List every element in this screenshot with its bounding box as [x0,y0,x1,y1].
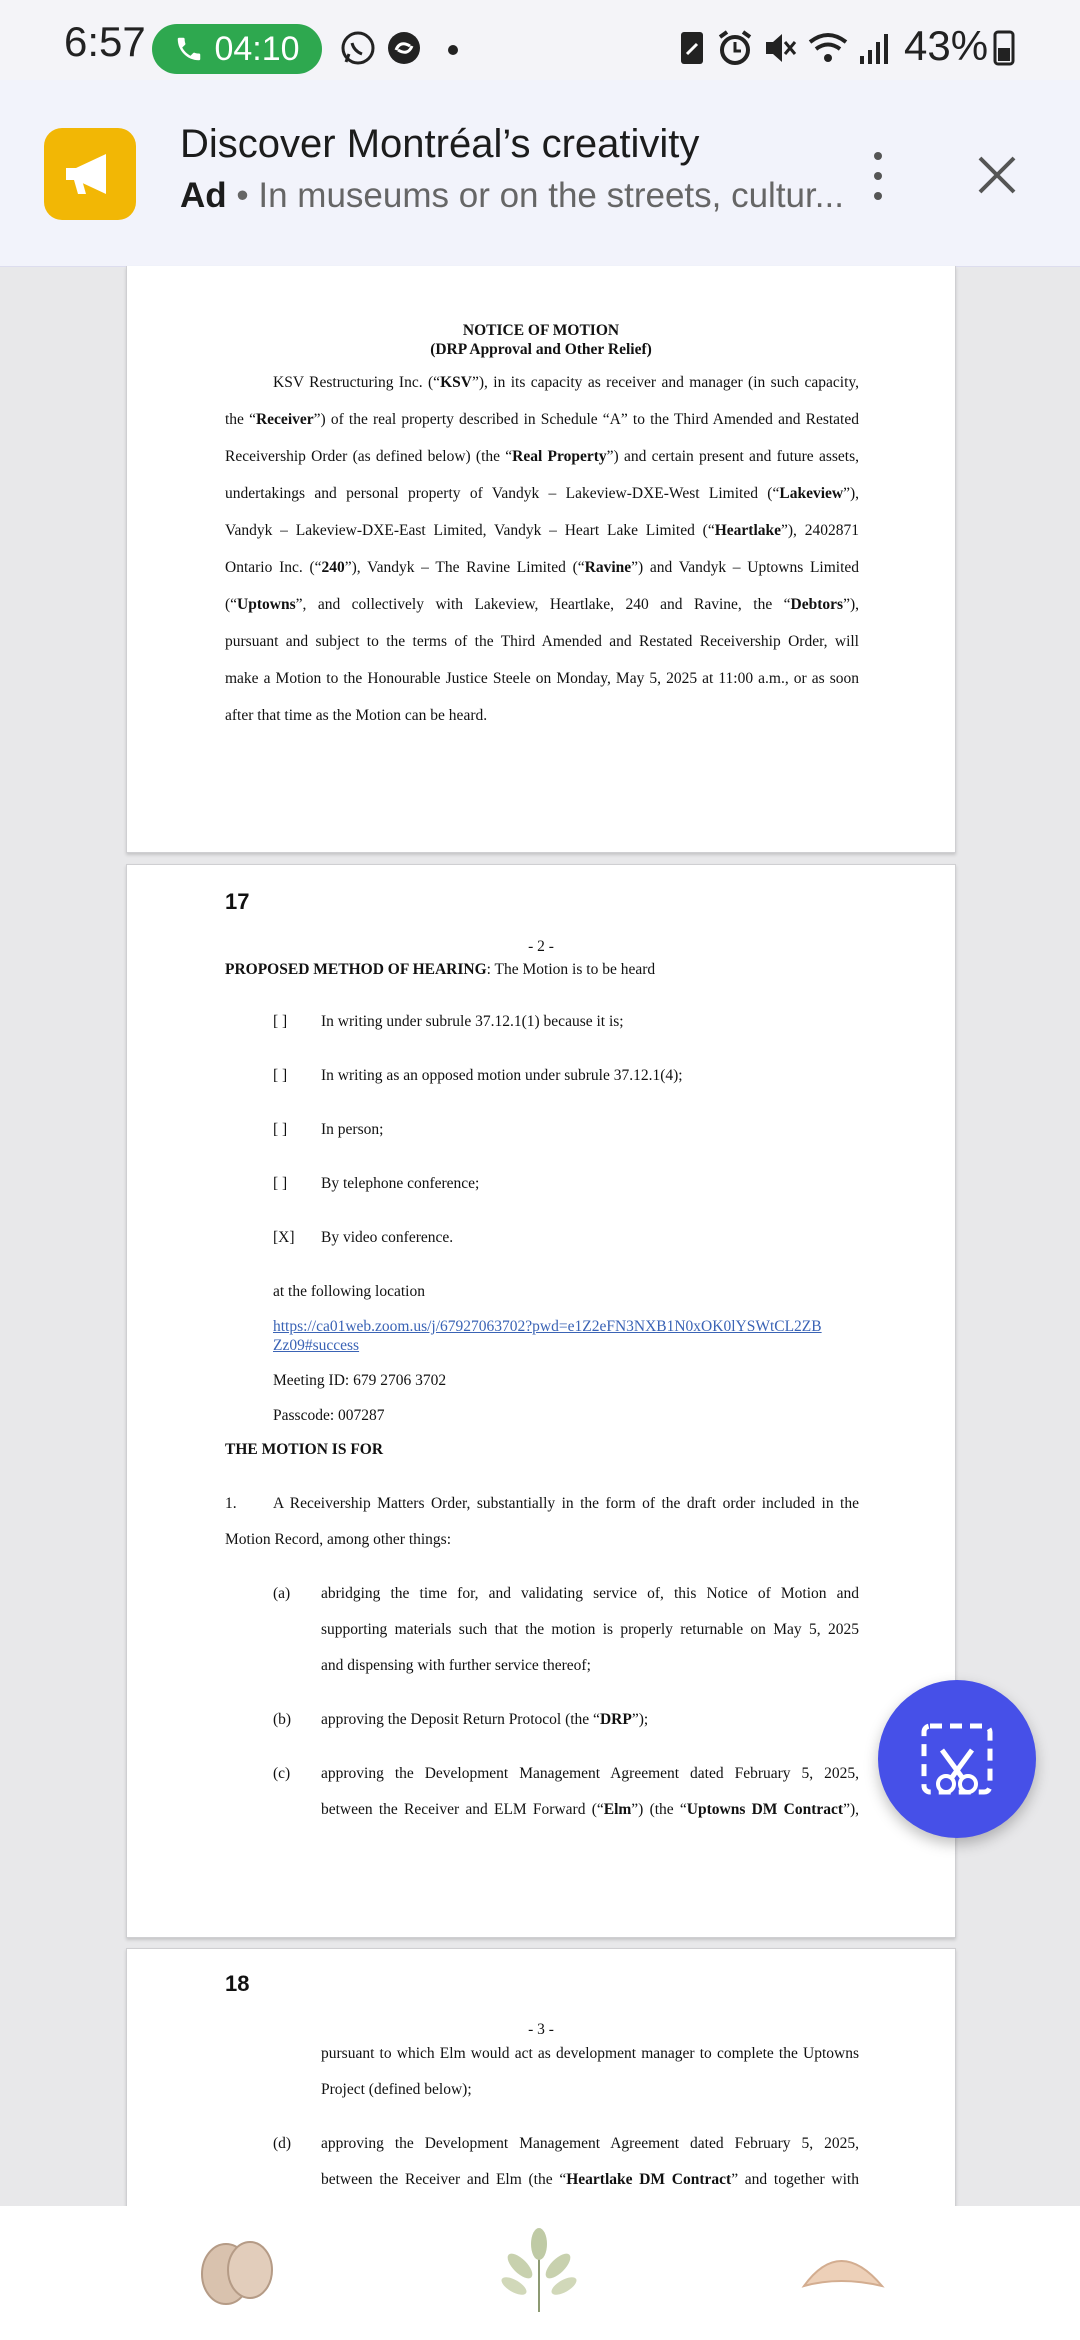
sub-c-text-3: ”) (the “ [631,1801,687,1818]
sub-a-line: abridging the time for, and validating service of, this Notice of Motion and [321,1585,859,1602]
sub-c-label: (c) [273,1765,291,1782]
hearing-label: PROPOSED METHOD OF HEARING [225,961,487,978]
bottom-decoration [0,2206,1080,2340]
page-number: 17 [225,889,250,914]
ongoing-call-pill[interactable] [152,24,322,74]
notice-text: Uptowns [237,596,296,613]
sub-a-label: (a) [273,1585,291,1602]
megaphone-icon [44,128,136,220]
sub-d-text-3: ” and together with [731,2171,859,2188]
page-header: - 2 - [528,938,554,955]
notice-text: ”), [843,596,859,613]
ad-subtitle[interactable] [180,176,844,216]
sub-b-text-3: ”); [631,1711,649,1728]
meeting-id: Meeting ID: 679 2706 3702 [273,1372,447,1389]
hearing-option-checkbox: [ ] [273,1175,288,1192]
notice-line [225,559,859,577]
notice-text: Receiver [255,411,314,428]
zoom-link-line-1[interactable]: https://ca01web.zoom.us/j/67927063702?pwd=e1Z2eFN3NXB1N0xOK0lYSWtCL2ZB [273,1318,822,1335]
ad-title[interactable]: Discover Montréal’s creativity [180,122,700,166]
notice-text: ”), Vandyk – The Ravine Limited (“ [344,559,585,576]
leaf-left-icon [196,2234,278,2310]
sub-a-line: and dispensing with further service thereof; [321,1657,591,1674]
ad-logo[interactable] [44,128,136,220]
notice-text: Lakeview [779,485,844,502]
notice-text: Receivership Order (as defined below) (the “ [225,448,513,465]
zoom-link-line-2[interactable]: Zz09#success [273,1337,360,1354]
notice-text: Heartlake [714,522,782,539]
hearing-option-text: By video conference. [321,1229,454,1246]
notice-subheading: (DRP Approval and Other Relief) [430,341,652,358]
phone-icon [174,34,204,64]
ad-label: Ad [180,176,227,215]
notice-text: (“ [225,596,238,613]
notice-line [225,448,859,466]
sub-d-line-1: approving the Development Management Agreement dated February 5, 2025, [321,2135,859,2152]
location-label: at the following location [273,1283,425,1300]
notice-text: ”) and certain present and future assets, [606,448,859,465]
notice-text: Ravine [584,559,632,576]
battery-saver-icon [678,28,706,68]
alarm-icon [716,28,754,68]
hearing-option-text: By telephone conference; [321,1175,480,1192]
notice-text: Ontario Inc. (“ [225,559,322,576]
notice-text: Real Property [512,448,607,465]
notice-line [225,411,859,429]
whatsapp-icon [338,28,378,68]
status-time: 6:57 [64,18,146,65]
sub-d-label: (d) [273,2135,292,2152]
wifi-icon [806,28,850,68]
notice-text: after that time as the Motion can be heard. [225,707,488,724]
status-bar [0,0,1080,80]
notice-line [225,522,859,540]
hearing-option-checkbox: [ ] [273,1121,288,1138]
more-options-icon[interactable] [866,146,890,206]
battery-percent: 43% [904,22,989,69]
sub-b-text [321,1711,648,1729]
cont-line-1: pursuant to which Elm would act as development manager to complete the Uptowns [321,2045,859,2062]
hearing-method [225,961,655,979]
page-header: - 3 - [528,2021,554,2038]
item-1-line-1: A Receivership Matters Order, substantially in the form of the draft order included in the [273,1495,859,1512]
hearing-text: : The Motion is to be heard [486,961,656,978]
page-number: 18 [225,1971,250,1996]
leaf-right-icon [800,2246,886,2296]
notice-text: make a Motion to the Honourable Justice Steele on Monday, May 5, 2025 at 11:00 a.m., or as soon [225,670,859,687]
sub-d-text-2: Heartlake DM Contract [566,2171,732,2188]
screenshot-scissors-icon [878,1680,1036,1838]
sub-b-text-2: DRP [599,1711,632,1728]
sub-b-text-1: approving the Deposit Return Protocol (the “ [321,1711,600,1728]
motion-heading: THE MOTION IS FOR [225,1441,384,1458]
notice-line [225,707,859,725]
notice-text: ”) of the real property described in Schedule “A” to the Third Amended and Restated [313,411,859,428]
hearing-option-text: In writing as an opposed motion under subrule 37.12.1(4); [321,1067,683,1084]
sub-c-text-1: between the Receiver and ELM Forward (“ [321,1801,604,1818]
close-icon[interactable] [972,150,1022,200]
sub-c-line-2 [321,1801,859,1819]
notice-line [225,596,859,614]
notice-line [225,633,859,651]
sub-b-label: (b) [273,1711,292,1728]
notice-text: ”) and Vandyk – Uptowns Limited [631,559,860,576]
notice-text: Debtors [790,596,844,613]
item-1-number: 1. [225,1495,237,1512]
passcode: Passcode: 007287 [273,1407,385,1424]
notice-text: undertakings and personal property of Vandyk – Lakeview-DXE-West Limited (“ [225,485,780,502]
sub-c-line-1: approving the Development Management Agreement dated February 5, 2025, [321,1765,859,1782]
leaf-center-icon [496,2228,582,2314]
document-page-1[interactable] [126,266,956,853]
sub-d-line-2 [321,2171,859,2189]
hearing-option-checkbox: [X] [273,1229,295,1246]
notice-text: KSV Restructuring Inc. (“ [273,374,441,391]
notice-text: Vandyk – Lakeview-DXE-East Limited, Vandyk – Heart Lake Limited (“ [225,522,715,539]
sub-c-text-2: Elm [603,1801,632,1818]
notice-line [273,374,859,392]
notice-text: pursuant and subject to the terms of the Third Amended and Restated Receivership Order, will [225,633,859,650]
notice-text: the “ [225,411,256,428]
sub-a-line: supporting materials such that the motion is properly returnable on May 5, 2025 [321,1621,859,1638]
hearing-option-text: In person; [321,1121,384,1138]
ad-description: In museums or on the streets, cultur... [258,176,844,215]
notice-line [225,485,859,503]
hearing-option-text: In writing under subrule 37.12.1(1) because it is; [321,1013,624,1030]
ad-separator: • [236,176,249,215]
item-1-line-2: Motion Record, among other things: [225,1531,452,1548]
notice-heading: NOTICE OF MOTION [462,322,620,339]
sub-d-text-1: between the Receiver and Elm (the “ [321,2171,567,2188]
battery-icon [992,28,1016,68]
sync-app-icon [384,28,424,68]
call-timer: 04:10 [214,29,300,68]
notice-text: ”), in its capacity as receiver and manager (in such capacity, [471,374,859,391]
hearing-option-checkbox: [ ] [273,1013,288,1030]
ad-banner[interactable] [0,80,1080,267]
notice-text: KSV [440,374,472,391]
zoom-link[interactable] [273,1317,822,1355]
notice-text: 240 [321,559,345,576]
sub-c-text-4: Uptowns DM Contract [686,1801,844,1818]
signal-icon [858,28,892,68]
notice-line [225,670,859,688]
screenshot-edit-button[interactable] [878,1680,1036,1838]
notice-text: ”), [843,485,859,502]
cont-line-2: Project (defined below); [321,2081,472,2098]
document-page-2[interactable] [126,864,956,1938]
notice-text: ”, and collectively with Lakeview, Heartlake, 240 and Ravine, the “ [295,596,791,613]
notification-dot-icon [446,28,460,68]
sub-c-text-5: ”), [843,1801,859,1818]
document-page-3[interactable] [126,1948,956,2210]
notice-text: ”), 2402871 [781,522,859,539]
hearing-option-checkbox: [ ] [273,1067,288,1084]
mute-icon [762,28,798,68]
